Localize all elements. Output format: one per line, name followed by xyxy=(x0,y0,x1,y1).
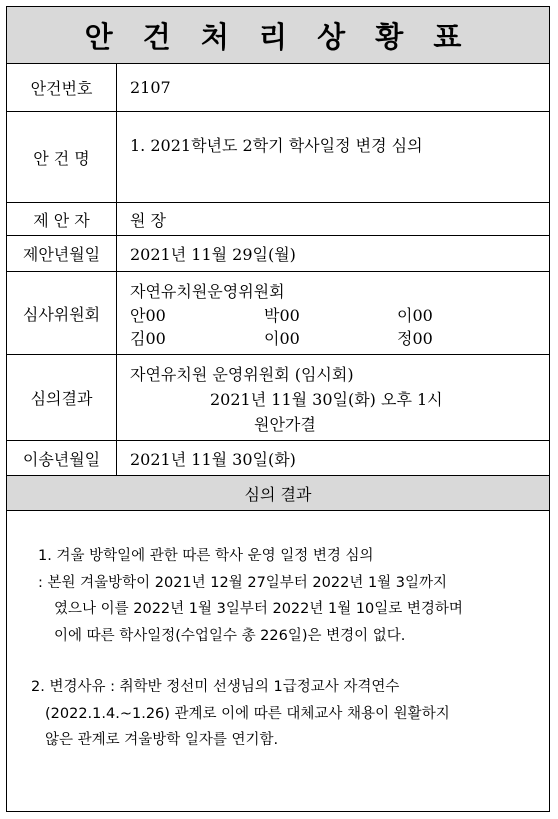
proposal-date-row xyxy=(7,236,549,272)
result-line-2: 2021년 11월 30일(화) 오후 1시 xyxy=(210,390,443,409)
body-line: 2. 변경사유 : 취학반 정선미 선생님의 1급정교사 자격연수 xyxy=(31,679,400,695)
agenda-number-row xyxy=(7,64,549,112)
body-line: (2022.1.4.~1.26) 관계로 이에 따른 대체교사 채용이 원활하지 xyxy=(45,705,450,722)
committee-member: 안00 xyxy=(130,306,166,325)
body-line: : 본원 겨울방학이 2021년 12월 27일부터 2022년 1월 3일까지 xyxy=(38,574,448,591)
transfer-date-row xyxy=(7,441,549,476)
committee-members xyxy=(130,304,549,350)
paragraph-gap xyxy=(31,649,549,674)
result-label: 심의결과 xyxy=(7,355,117,440)
agenda-name-value: 1. 2021학년도 2학기 학사일정 변경 심의 xyxy=(130,136,423,155)
agenda-number-label: 안건번호 xyxy=(7,64,117,111)
proposal-date-value: 2021년 11월 29일(월) xyxy=(130,245,296,264)
agenda-name-row xyxy=(7,112,549,203)
result-line-1: 자연유치원 운영위원회 (임시회) xyxy=(130,365,354,384)
committee-label: 심사위원회 xyxy=(7,272,117,354)
result-content xyxy=(117,355,549,440)
committee-content xyxy=(117,272,549,354)
body-line: 이에 따른 학사일정(수업일수 총 226일)은 변경이 없다. xyxy=(54,627,406,644)
committee-member: 정00 xyxy=(397,329,433,348)
committee-member: 이00 xyxy=(397,306,433,325)
result-line-3: 원안가결 xyxy=(254,415,316,434)
proposer-value: 원 장 xyxy=(130,210,166,230)
committee-member: 김00 xyxy=(130,329,166,348)
body-line: 1. 겨울 방학일에 관한 따른 학사 운영 일정 변경 심의 xyxy=(38,548,374,564)
committee-row xyxy=(7,272,549,355)
committee-member: 이00 xyxy=(264,329,300,348)
agenda-status-form xyxy=(6,6,550,812)
committee-member: 박00 xyxy=(264,306,300,325)
form-title: 안 건 처 리 상 황 표 xyxy=(7,7,549,64)
proposer-row xyxy=(7,203,549,236)
proposal-date-label: 제안년월일 xyxy=(7,236,117,271)
section-title: 심의 결과 xyxy=(7,476,549,511)
transfer-date-value: 2021년 11월 30일(화) xyxy=(130,449,296,469)
committee-title: 자연유치원운영위원회 xyxy=(130,282,285,301)
agenda-name-label: 안 건 명 xyxy=(7,112,117,202)
result-row xyxy=(7,355,549,441)
body-line: 않은 관계로 겨울방학 일자를 연기함. xyxy=(45,732,279,748)
agenda-number-value: 2107 xyxy=(130,78,171,97)
deliberation-body xyxy=(7,511,549,754)
transfer-date-label: 이송년월일 xyxy=(7,441,117,475)
body-line: 였으나 이를 2022년 1월 3일부터 2022년 1월 10일로 변경하며 xyxy=(54,601,463,617)
proposer-label: 제 안 자 xyxy=(7,203,117,235)
